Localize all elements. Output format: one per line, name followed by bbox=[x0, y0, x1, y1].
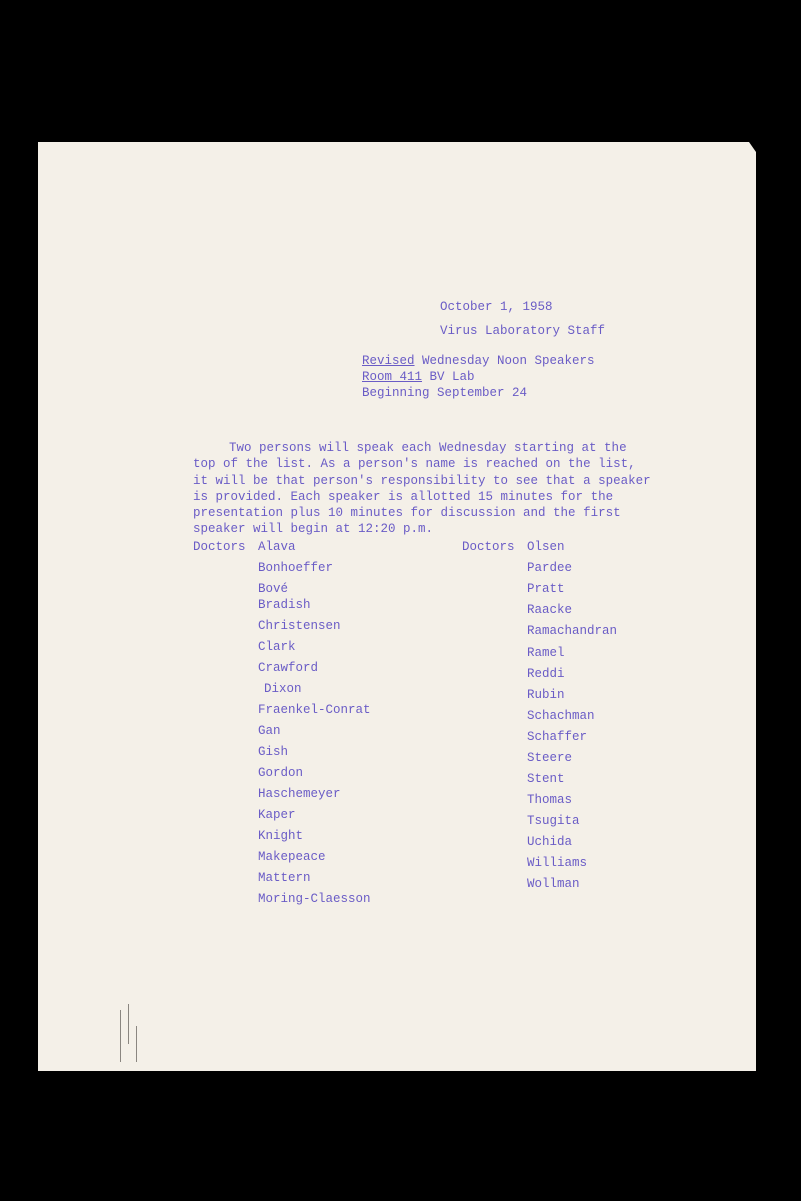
list-item: Ramel bbox=[527, 646, 565, 660]
list-item: Bradish bbox=[258, 598, 311, 612]
list-item: Gish bbox=[258, 745, 289, 759]
list-item: Crawford bbox=[258, 661, 319, 675]
list-item: Pratt bbox=[527, 582, 565, 596]
body-line: it will be that person's responsibility to see that a speaker bbox=[193, 473, 651, 488]
list-item: Mattern bbox=[258, 871, 311, 885]
subject-revised: Revised bbox=[362, 354, 415, 368]
body-paragraph bbox=[193, 440, 651, 538]
list-item: Kaper bbox=[258, 808, 296, 822]
list-item: Steere bbox=[527, 751, 573, 765]
list-item: Rubin bbox=[527, 688, 565, 702]
pencil-mark bbox=[136, 1026, 137, 1062]
memo-recipient: Virus Laboratory Staff bbox=[440, 324, 606, 338]
list-item: Alava bbox=[258, 540, 296, 554]
document-page bbox=[38, 142, 756, 1071]
list-item: Uchida bbox=[527, 835, 573, 849]
right-column-label: Doctors bbox=[462, 540, 515, 554]
body-line: is provided. Each speaker is allotted 15 minutes for the bbox=[193, 489, 614, 504]
room-rest: BV Lab bbox=[429, 370, 475, 384]
list-item: Schaffer bbox=[527, 730, 588, 744]
list-item: Raacke bbox=[527, 603, 573, 617]
body-line: Two persons will speak each Wednesday starting at the bbox=[229, 441, 627, 455]
list-item: Knight bbox=[258, 829, 304, 843]
list-item: Wollman bbox=[527, 877, 580, 891]
pencil-mark bbox=[120, 1010, 121, 1062]
list-item: Moring-Claesson bbox=[258, 892, 371, 906]
list-item: Stent bbox=[527, 772, 565, 786]
list-item: Fraenkel-Conrat bbox=[258, 703, 371, 717]
memo-room bbox=[362, 370, 475, 384]
list-item: Ramachandran bbox=[527, 624, 618, 638]
memo-subject bbox=[362, 354, 595, 368]
list-item: Gan bbox=[258, 724, 281, 738]
list-item: Bové bbox=[258, 582, 289, 596]
list-item: Makepeace bbox=[258, 850, 326, 864]
list-item: Pardee bbox=[527, 561, 573, 575]
list-item: Gordon bbox=[258, 766, 304, 780]
list-item: Schachman bbox=[527, 709, 595, 723]
list-item: Williams bbox=[527, 856, 588, 870]
list-item: Thomas bbox=[527, 793, 573, 807]
list-item: Clark bbox=[258, 640, 296, 654]
list-item: Reddi bbox=[527, 667, 565, 681]
list-item: Bonhoeffer bbox=[258, 561, 334, 575]
body-line: presentation plus 10 minutes for discussion and the first bbox=[193, 506, 621, 521]
memo-date: October 1, 1958 bbox=[440, 300, 553, 314]
list-item: Haschemeyer bbox=[258, 787, 341, 801]
body-line: speaker will begin at 12:20 p.m. bbox=[193, 522, 434, 537]
body-line: top of the list. As a person's name is reached on the list, bbox=[193, 457, 636, 472]
memo-beginning: Beginning September 24 bbox=[362, 386, 528, 400]
left-column-label: Doctors bbox=[193, 540, 246, 554]
pencil-mark bbox=[128, 1004, 129, 1044]
list-item: Olsen bbox=[527, 540, 565, 554]
subject-rest: Wednesday Noon Speakers bbox=[422, 354, 595, 368]
list-item: Tsugita bbox=[527, 814, 580, 828]
list-item: Dixon bbox=[264, 682, 302, 696]
list-item: Christensen bbox=[258, 619, 341, 633]
room-number: Room 411 bbox=[362, 370, 423, 384]
